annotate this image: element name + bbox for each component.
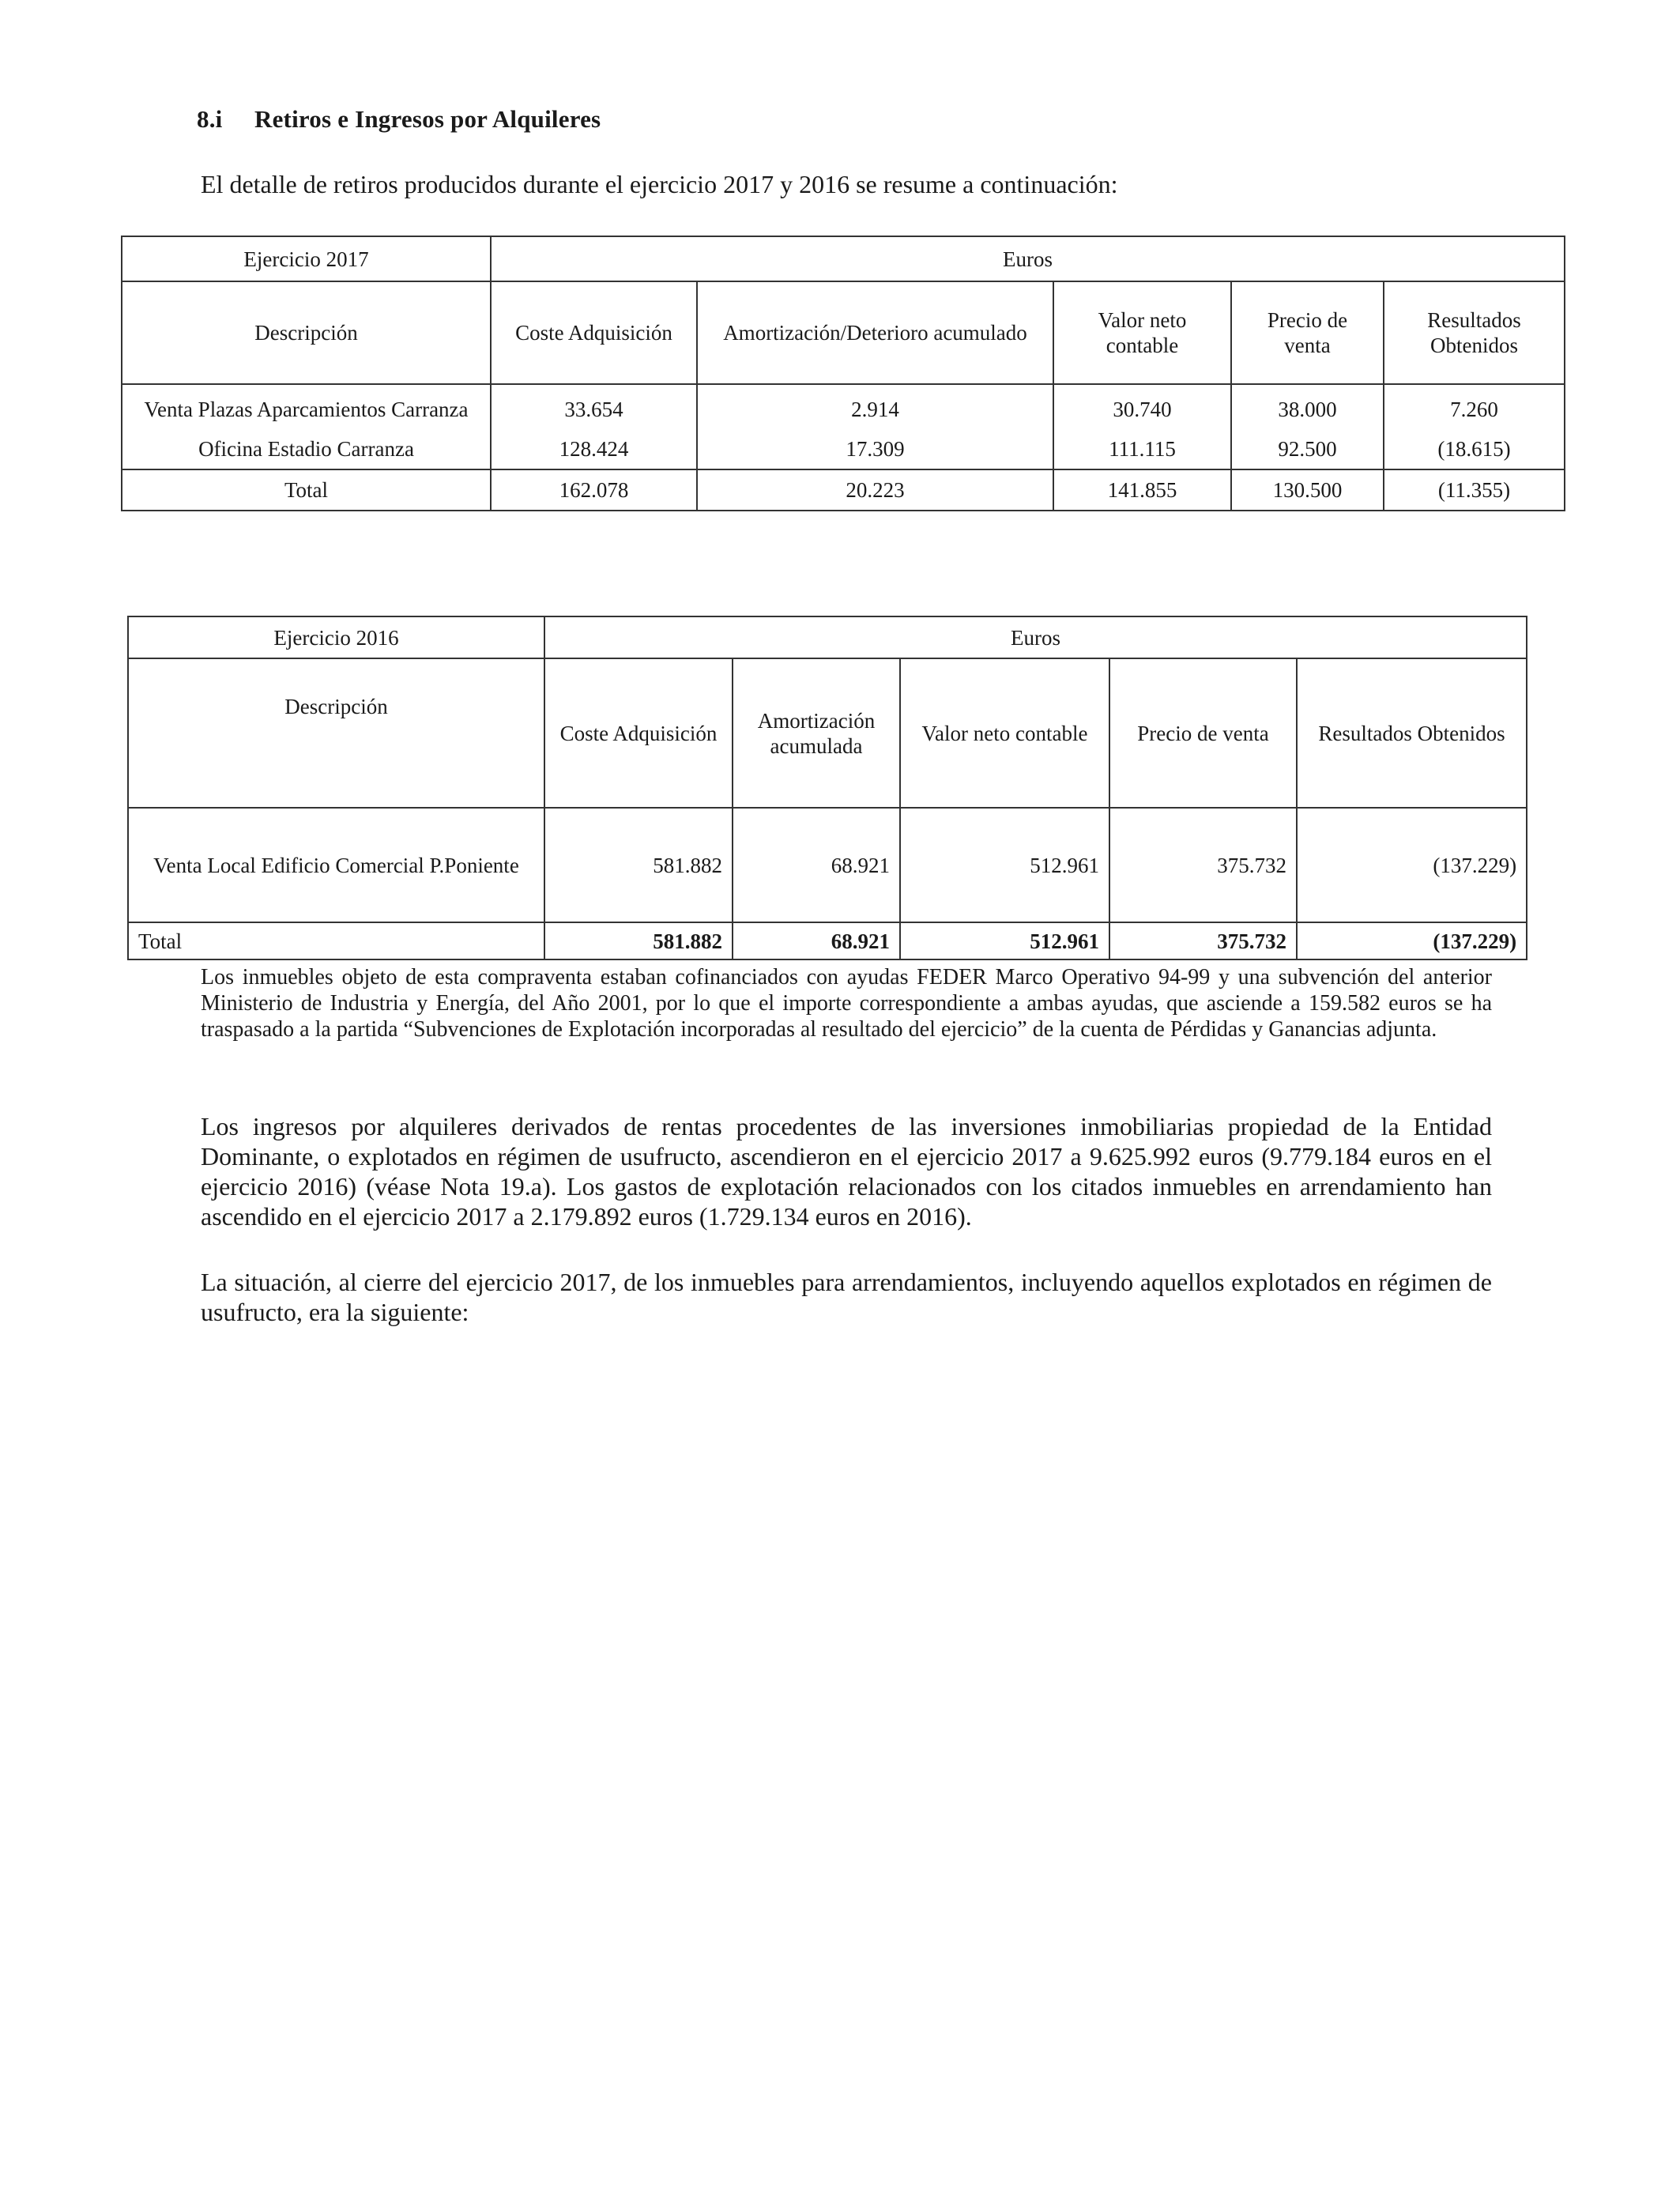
table-2017-currency: Euros bbox=[491, 236, 1565, 281]
intro-text: El detalle de retiros producidos durante el ejercicio 2017 y 2016 se resume a continuación: bbox=[201, 170, 1118, 198]
table-row bbox=[122, 429, 1565, 469]
column-header: Resultados Obtenidos bbox=[1297, 658, 1527, 808]
table-cell: 2.914 bbox=[697, 384, 1053, 429]
table-cell: Venta Local Edificio Comercial P.Poniente bbox=[128, 808, 544, 922]
paragraph-situation: La situación, al cierre del ejercicio 2017, de los inmuebles para arrendamientos, incluyendo aquellos explotados en régimen de usufructo, era la siguiente: bbox=[201, 1268, 1492, 1326]
table-cell: 20.223 bbox=[697, 469, 1053, 511]
column-header: Resultados Obtenidos bbox=[1384, 281, 1565, 384]
table-row bbox=[122, 384, 1565, 429]
table-2017-period: Ejercicio 2017 bbox=[122, 236, 491, 281]
table-cell: 30.740 bbox=[1053, 384, 1231, 429]
column-header: Valor neto contable bbox=[1053, 281, 1231, 384]
column-header: Amortización acumulada bbox=[733, 658, 900, 808]
table-2017 bbox=[121, 236, 1565, 511]
table-cell: 512.961 bbox=[900, 808, 1109, 922]
table-row bbox=[128, 808, 1527, 922]
column-header: Precio de venta bbox=[1109, 658, 1297, 808]
column-header: Valor neto contable bbox=[900, 658, 1109, 808]
table-cell: Venta Plazas Aparcamientos Carranza bbox=[122, 384, 491, 429]
table-cell: 128.424 bbox=[491, 429, 697, 469]
section-number: 8.i bbox=[197, 105, 223, 133]
table-cell: 111.115 bbox=[1053, 429, 1231, 469]
table-cell: (137.229) bbox=[1297, 922, 1527, 959]
table-cell: 141.855 bbox=[1053, 469, 1231, 511]
column-header: Descripción bbox=[128, 658, 544, 808]
column-header: Coste Adquisición bbox=[544, 658, 733, 808]
table-cell: 92.500 bbox=[1231, 429, 1384, 469]
section-heading bbox=[197, 105, 601, 134]
table-total-row bbox=[128, 922, 1527, 959]
table-cell: (18.615) bbox=[1384, 429, 1565, 469]
column-header: Precio de venta bbox=[1231, 281, 1384, 384]
table-2016-currency: Euros bbox=[544, 616, 1527, 658]
column-header: Coste Adquisición bbox=[491, 281, 697, 384]
table-cell: 375.732 bbox=[1109, 922, 1297, 959]
table-cell: 38.000 bbox=[1231, 384, 1384, 429]
table-cell: 375.732 bbox=[1109, 808, 1297, 922]
table-cell: Oficina Estadio Carranza bbox=[122, 429, 491, 469]
table-cell: 68.921 bbox=[733, 922, 900, 959]
table-cell: 581.882 bbox=[544, 808, 733, 922]
table-2016-period: Ejercicio 2016 bbox=[128, 616, 544, 658]
table-cell: 581.882 bbox=[544, 922, 733, 959]
column-header: Amortización/Deterioro acumulado bbox=[697, 281, 1053, 384]
paragraph-rental-income: Los ingresos por alquileres derivados de rentas procedentes de las inversiones inmobiliarias propiedad de la Entidad Dominante, o explotados en régimen de usufructo, ascendieron en el ejercicio 2017 a 9.625.992 euros (9.779.184 euros en el ejercicio 2016) (véase Nota 19.a). Los gastos de explotación relacionados con los citados inmuebles en arrendamiento han ascendido en el ejercicio 2017 a 2.179.892 euros (1.729.134 euros en 2016). bbox=[201, 1112, 1492, 1231]
table-cell: 68.921 bbox=[733, 808, 900, 922]
table-cell: (11.355) bbox=[1384, 469, 1565, 511]
table-2016 bbox=[127, 616, 1527, 960]
table-cell: Total bbox=[128, 922, 544, 959]
table-cell: 33.654 bbox=[491, 384, 697, 429]
table-cell: 512.961 bbox=[900, 922, 1109, 959]
table-2017-header-row bbox=[122, 281, 1565, 384]
section-title: Retiros e Ingresos por Alquileres bbox=[254, 105, 601, 133]
table-cell: 162.078 bbox=[491, 469, 697, 511]
table-cell: 17.309 bbox=[697, 429, 1053, 469]
table-total-row bbox=[122, 469, 1565, 511]
table-cell: 130.500 bbox=[1231, 469, 1384, 511]
table-cell: (137.229) bbox=[1297, 808, 1527, 922]
table-2016-header-row bbox=[128, 658, 1527, 808]
paragraph-feder: Los inmuebles objeto de esta compraventa estaban cofinanciados con ayudas FEDER Marco Operativo 94-99 y una subvención del anterior Ministerio de Industria y Energía, del Año 2001, por lo que el importe correspondiente a ambas ayudas, que asciende a 159.582 euros se ha traspasado a la partida “Subvenciones de Explotación incorporadas al resultado del ejercicio” de la cuenta de Pérdidas y Ganancias adjunta. bbox=[201, 965, 1492, 1042]
table-cell: Total bbox=[122, 469, 491, 511]
column-header: Descripción bbox=[122, 281, 491, 384]
table-cell: 7.260 bbox=[1384, 384, 1565, 429]
